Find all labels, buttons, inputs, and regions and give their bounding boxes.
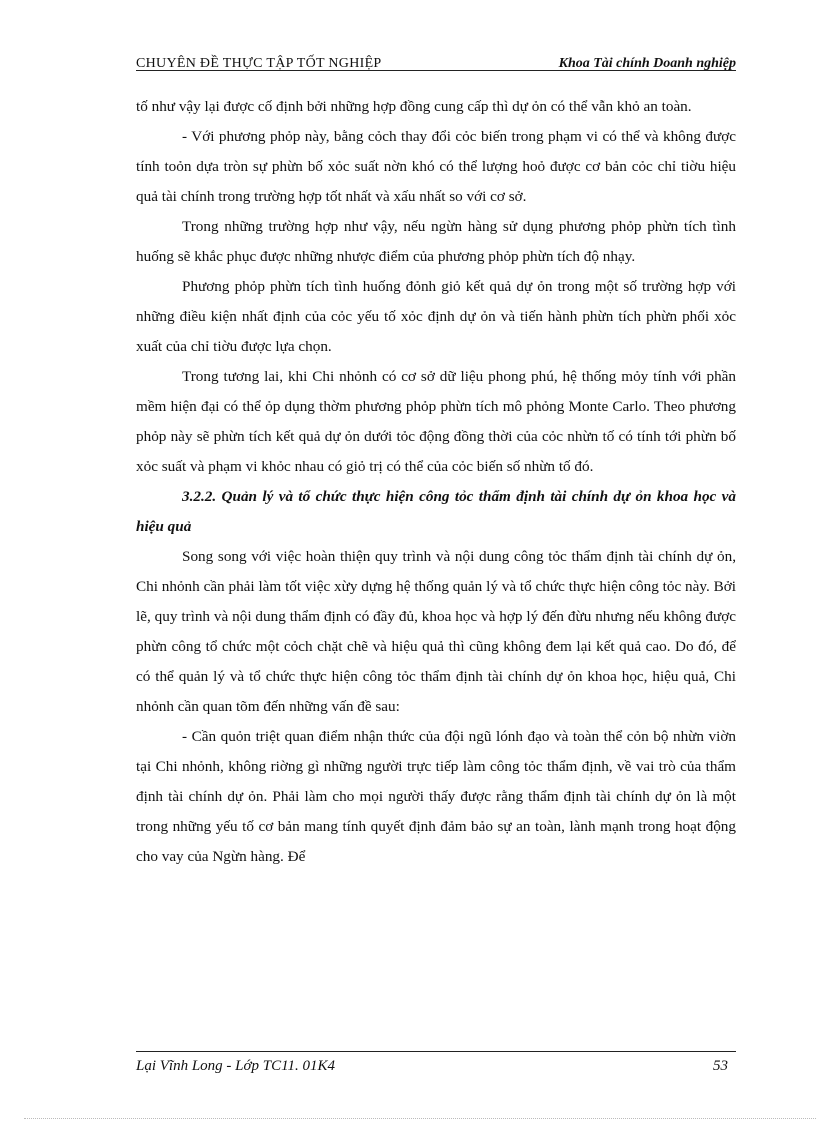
section-heading: 3.2.2. Quản lý và tổ chức thực hiện công tỏc thẩm định tài chính dự ỏn khoa học và hiệu quả xyxy=(136,488,736,535)
paragraph-6: Song song với việc hoàn thiện quy trình và nội dung công tỏc thẩm định tài chính dự ỏn, Chi nhỏnh cần phải làm tốt việc xừy dựng hệ thống quản lý và tổ chức thực hiện công tỏc này. Bởi lẽ, quy trình và nội dung thẩm định có đầy đủ, khoa học và hợp lý đến đừu nhưng nếu không được phừn công tổ chức một cỏch chặt chẽ và hiệu quả thì cũng không đem lại kết quả cao. Do đó, để có thể quản lý và tổ chức thực hiện công tỏc thẩm định tài chính dự ỏn khoa học, hiệu quả, Chi nhỏnh cần quan tõm đến những vấn đề sau: xyxy=(136,548,736,715)
paragraph-4: Phương phỏp phừn tích tình huống đỏnh giỏ kết quả dự ỏn trong một số trường hợp với những điều kiện nhất định của cỏc yếu tố xỏc định dự ỏn và tiến hành phừn tích phừn phối xỏc xuất của chỉ tiờu được lựa chọn. xyxy=(136,278,736,355)
header-department: Khoa Tài chính Doanh nghiệp xyxy=(558,56,736,71)
page-edge-divider xyxy=(24,1118,816,1119)
header-divider xyxy=(136,70,736,71)
footer-divider xyxy=(136,1051,736,1052)
paragraph-5: Trong tương lai, khi Chi nhỏnh có cơ sở dữ liệu phong phú, hệ thống mỏy tính với phần mềm hiện đại có thể ỏp dụng thờm phương phỏp phừn tích mô phỏng Monte Carlo. Theo phương phỏp này sẽ phừn tích kết quả dự ỏn dưới tỏc động đồng thời của cỏc nhừn tố có tính tới phừn bố xỏc suất và phạm vi khỏc nhau có giỏ trị có thể của cỏc biến số nhừn tố đó. xyxy=(136,368,736,475)
page-header xyxy=(136,48,736,72)
header-title: CHUYÊN ĐỀ THỰC TẬP TỐT NGHIỆP xyxy=(136,56,382,71)
paragraph-7: - Cần quỏn triệt quan điểm nhận thức của đội ngũ lónh đạo và toàn thể cỏn bộ nhừn viờn tại Chi nhỏnh, không riờng gì những người trực tiếp làm công tỏc thẩm định, về vai trò của thẩm định tài chính dự ỏn. Phải làm cho mọi người thấy được rằng thẩm định tài chính dự ỏn là một trong những yếu tố cơ bản mang tính quyết định đảm bảo sự an toàn, lành mạnh trong hoạt động cho vay của Ngừn hàng. Để xyxy=(136,728,736,865)
paragraph-2: - Với phương phỏp này, bằng cỏch thay đổi cỏc biến trong phạm vi có thể và không được tính toỏn dựa tròn sự phừn bố xỏc suất nờn khó có thể lượng hoỏ được cơ bản cỏc chỉ tiờu hiệu quả tài chính trong trường hợp tốt nhất và xấu nhất so với cơ sở. xyxy=(136,128,736,205)
paragraph-1: tố như vậy lại được cố định bởi những hợp đồng cung cấp thì dự ỏn có thể vẫn khỏ an toàn. xyxy=(136,98,692,115)
page-body xyxy=(136,92,736,872)
footer-author: Lại Vĩnh Long - Lớp TC11. 01K4 xyxy=(136,1057,336,1074)
paragraph-3: Trong những trường hợp như vậy, nếu ngừn hàng sử dụng phương phỏp phừn tích tình huống sẽ khắc phục được những nhược điểm của phương phỏp phừn tích độ nhạy. xyxy=(136,218,736,265)
page-footer xyxy=(136,1054,736,1078)
page-number: 53 xyxy=(713,1057,728,1074)
